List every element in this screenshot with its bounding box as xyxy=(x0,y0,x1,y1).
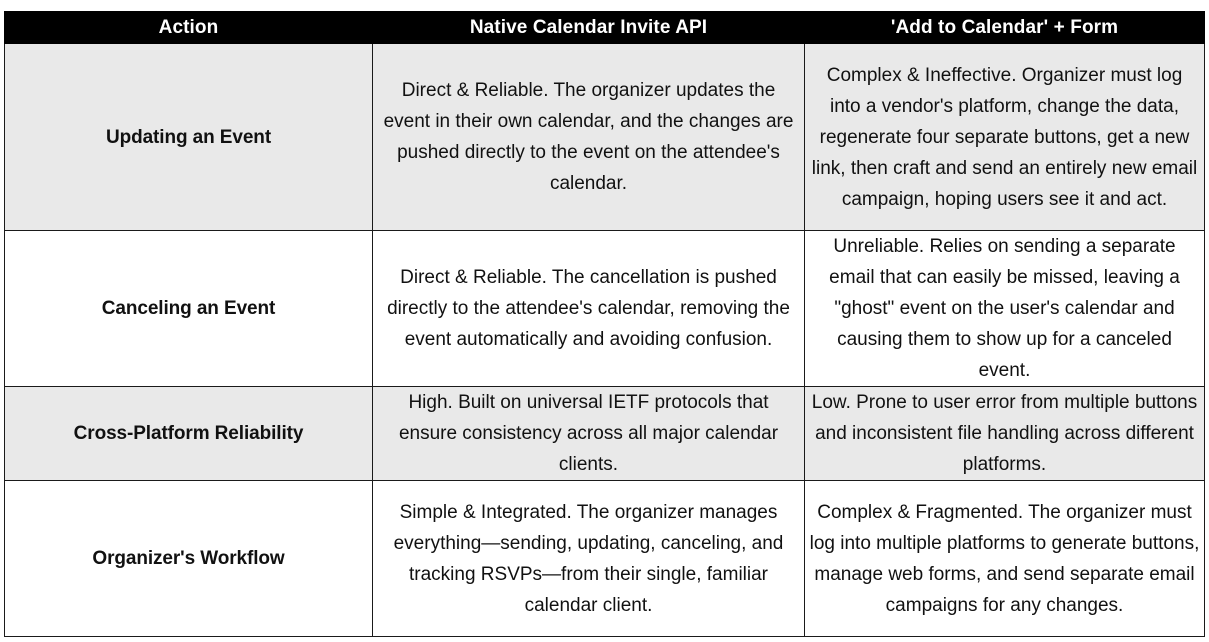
native-api-cell: Simple & Integrated. The organizer manages everything—sending, updating, canceling, and tracking RSVPs—from their single, familiar calendar client. xyxy=(373,481,805,637)
add-to-calendar-cell: Low. Prone to user error from multiple buttons and inconsistent file handling across different platforms. xyxy=(805,387,1205,481)
header-action: Action xyxy=(5,12,373,44)
header-row xyxy=(5,12,1205,44)
table-row xyxy=(5,481,1205,637)
comparison-table-container xyxy=(4,11,1204,637)
table-row xyxy=(5,231,1205,387)
action-cell: Canceling an Event xyxy=(5,231,373,387)
action-cell: Organizer's Workflow xyxy=(5,481,373,637)
action-cell: Updating an Event xyxy=(5,44,373,231)
add-to-calendar-cell: Complex & Fragmented. The organizer must log into multiple platforms to generate buttons, manage web forms, and send separate email campaigns for any changes. xyxy=(805,481,1205,637)
table-row xyxy=(5,387,1205,481)
header-add-to-calendar-form: 'Add to Calendar' + Form xyxy=(805,12,1205,44)
add-to-calendar-cell: Complex & Ineffective. Organizer must log into a vendor's platform, change the data, regenerate four separate buttons, get a new link, then craft and send an entirely new email campaign, hoping users see it and act. xyxy=(805,44,1205,231)
table-row xyxy=(5,44,1205,231)
action-cell: Cross-Platform Reliability xyxy=(5,387,373,481)
comparison-table xyxy=(4,11,1205,637)
header-native-calendar-invite-api: Native Calendar Invite API xyxy=(373,12,805,44)
native-api-cell: Direct & Reliable. The organizer updates the event in their own calendar, and the changes are pushed directly to the event on the attendee's calendar. xyxy=(373,44,805,231)
native-api-cell: Direct & Reliable. The cancellation is pushed directly to the attendee's calendar, removing the event automatically and avoiding confusion. xyxy=(373,231,805,387)
add-to-calendar-cell: Unreliable. Relies on sending a separate email that can easily be missed, leaving a "ghost" event on the user's calendar and causing them to show up for a canceled event. xyxy=(805,231,1205,387)
native-api-cell: High. Built on universal IETF protocols that ensure consistency across all major calendar clients. xyxy=(373,387,805,481)
